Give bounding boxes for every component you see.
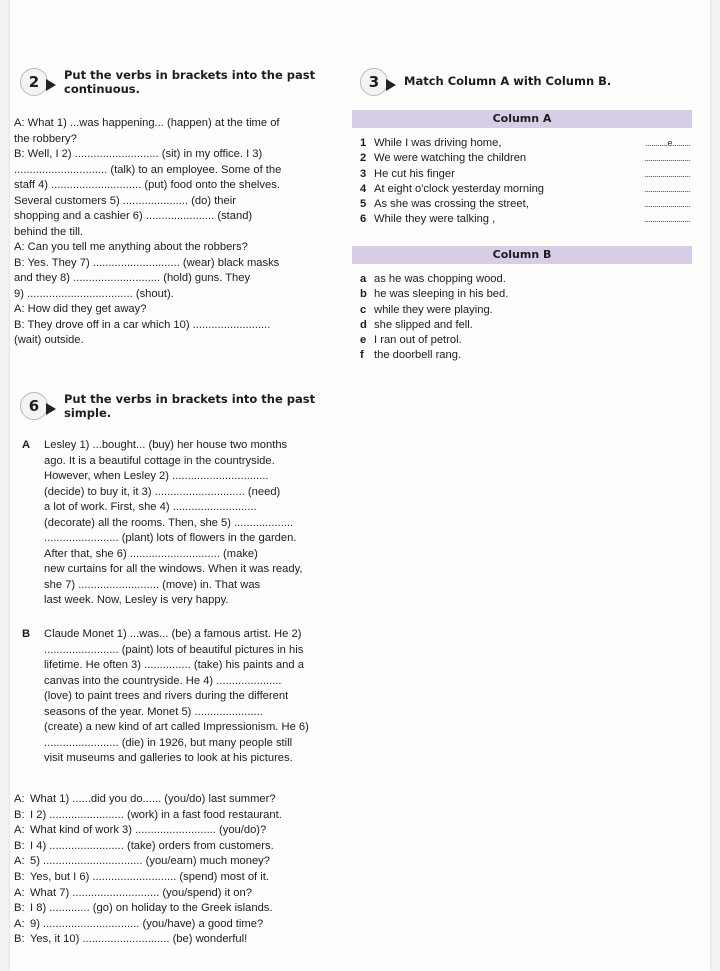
section-a-line: last week. Now, Lesley is very happy.: [44, 594, 229, 606]
column-b-item: [360, 272, 640, 287]
ex2-header: [20, 68, 350, 96]
section-b-line: (create) a new kind of art called Impressionism. He 6): [44, 721, 309, 733]
dialogue-text: I 8) ............. (go) on holiday to the Greek islands.: [30, 902, 273, 915]
ex3-number-badge: 3: [360, 68, 388, 96]
item-letter: a: [360, 273, 367, 285]
dialogue-line: [14, 839, 350, 855]
item-letter: d: [360, 318, 367, 331]
dialogue-line: [14, 886, 350, 902]
item-number: 5: [360, 198, 367, 211]
dialogue-text: I 2) ........................ (work) in a fast food restaurant.: [30, 808, 282, 821]
speaker-label: A:: [14, 855, 25, 868]
ex2-line: Several customers 5) ..................... (do) their: [14, 194, 236, 207]
item-number: 1: [360, 137, 367, 149]
column-b-item: [360, 348, 640, 363]
dialogue-line: [14, 792, 350, 808]
ex2-dialogue: [14, 116, 346, 349]
section-a-label: A: [22, 439, 31, 451]
dialogue-text: 5) ................................ (you/earn) much money?: [30, 855, 270, 868]
dialogue-line: [14, 870, 350, 886]
speaker-label: B:: [14, 839, 25, 852]
section-a-text: [44, 438, 350, 609]
column-b-item: [360, 303, 640, 318]
item-text: While I was driving home,: [374, 137, 502, 149]
column-a-item: [360, 182, 690, 197]
item-number: 3: [360, 167, 367, 180]
section-a-line: ago. It is a beautiful cottage in the countryside.: [44, 454, 275, 467]
speaker-label: B:: [14, 808, 25, 821]
item-text: I ran out of petrol.: [374, 334, 462, 347]
ex2-line: shopping and a cashier 6) ...................... (stand): [14, 210, 253, 222]
dialogue-text: Yes, but I 6) ........................... (spend) most of it.: [30, 870, 269, 883]
dialogue-line: [14, 932, 350, 948]
worksheet-page: [10, 0, 710, 971]
ex6-number-badge: 6: [20, 392, 48, 420]
item-text: While they were talking ,: [374, 213, 496, 226]
dialogue-line: [14, 808, 350, 824]
section-b-line: seasons of the year. Monet 5) ......................: [44, 705, 263, 718]
ex2-line: B: They drove off in a car which 10) .........................: [14, 318, 271, 331]
speaker-label: B:: [14, 933, 25, 946]
speaker-label: A:: [14, 793, 25, 805]
dialogue-line: [14, 854, 350, 870]
ex2-line: 9) .................................. (shout).: [14, 287, 174, 300]
item-number: 6: [360, 213, 367, 226]
item-text: As she was crossing the street,: [374, 198, 529, 211]
section-a-line: After that, she 6) ............................. (make): [44, 547, 258, 560]
ex3-header: [360, 68, 700, 96]
section-b-line: Claude Monet 1) ...was... (be) a famous artist. He 2): [44, 628, 302, 640]
dialogue-text: 9) ............................... (you/have) a good time?: [30, 917, 264, 930]
ex2-line: A: What 1) ...was happening... (happen) at the time of: [14, 117, 280, 129]
section-a-line: Lesley 1) ...bought... (buy) her house two months: [44, 439, 288, 451]
item-text: she slipped and fell.: [374, 318, 473, 331]
section-a-line: However, when Lesley 2) ...............................: [44, 470, 269, 482]
item-number: 2: [360, 152, 367, 165]
section-b-line: (love) to paint trees and rivers during the different: [44, 690, 289, 702]
ex2-line: A: Can you tell me anything about the robbers?: [14, 241, 248, 253]
section-b-label: B: [22, 628, 31, 640]
speaker-label: A:: [14, 886, 25, 899]
column-b-item: [360, 287, 640, 302]
section-a-line: she 7) .......................... (move) in. That was: [44, 578, 261, 591]
section-b-line: ........................ (paint) lots of beautiful pictures in his: [44, 643, 304, 656]
ex2-line: behind the till.: [14, 225, 84, 238]
ex2-line: (wait) outside.: [14, 334, 84, 346]
column-b-header: Column B: [352, 246, 692, 264]
column-b-item: [360, 333, 640, 348]
ex2-line: B: Well, I 2) ........................... (sit) in my office. I 3): [14, 148, 263, 160]
section-b-text: [44, 627, 350, 767]
item-letter: c: [360, 303, 367, 316]
ex2-instruction: Put the verbs in brackets into the past continuous.: [64, 68, 316, 96]
dialogue-line: [14, 823, 350, 839]
column-a-list: [360, 136, 690, 228]
answer-blank[interactable]: .......................: [643, 214, 690, 225]
section-a-line: a lot of work. First, she 4) ...........................: [44, 501, 257, 513]
item-letter: e: [360, 334, 367, 347]
item-number: 4: [360, 182, 367, 195]
speaker-label: A:: [14, 917, 25, 930]
section-a-line: (decorate) all the rooms. Then, she 5) ...................: [44, 516, 294, 529]
section-a-line: new curtains for all the windows. When it was ready,: [44, 563, 303, 575]
item-text: He cut his finger: [374, 167, 455, 180]
item-letter: f: [360, 349, 364, 362]
speaker-label: B:: [14, 902, 25, 915]
ex2-number-badge: 2: [20, 68, 48, 96]
ex3-instruction: Match Column A with Column B.: [404, 74, 612, 88]
dialogue-text: What 1) ......did you do...... (you/do) last summer?: [30, 793, 276, 805]
dialogue-text: Yes, it 10) ............................ (be) wonderful!: [30, 933, 248, 946]
ex2-line: .............................. (talk) to an employee. Some of the: [14, 163, 282, 176]
ex2-line: and they 8) ............................ (hold) guns. They: [14, 272, 251, 284]
ex6-dialogue: [14, 792, 350, 948]
section-b-line: visit museums and galleries to look at his pictures.: [44, 752, 293, 764]
item-letter: b: [360, 288, 367, 301]
column-a-header: Column A: [352, 110, 692, 128]
speaker-label: A:: [14, 824, 25, 837]
dialogue-text: I 4) ........................ (take) orders from customers.: [30, 839, 274, 852]
column-b-item: [360, 318, 640, 333]
column-b-list: [360, 272, 640, 364]
dialogue-text: What kind of work 3) .......................... (you/do)?: [30, 824, 267, 837]
column-a-item: [360, 197, 690, 212]
answer-blank[interactable]: .......................: [643, 199, 690, 210]
item-text: the doorbell rang.: [374, 349, 462, 362]
item-text: We were watching the children: [374, 152, 527, 165]
column-a-item: [360, 167, 690, 182]
column-a-item: [360, 212, 690, 227]
dialogue-line: [14, 917, 350, 933]
column-a-item: [360, 151, 690, 166]
dialogue-text: What 7) ............................ (you/spend) it on?: [30, 886, 252, 899]
ex2-line: the robbery?: [14, 132, 77, 145]
answer-blank[interactable]: ...........e.........: [645, 138, 690, 148]
ex2-line: A: How did they get away?: [14, 303, 147, 315]
section-b-line: lifetime. He often 3) ............... (take) his paints and a: [44, 659, 304, 671]
section-b-line: ........................ (die) in 1926, but many people still: [44, 736, 293, 749]
section-a-line: ........................ (plant) lots of flowers in the garden.: [44, 532, 297, 544]
answer-blank[interactable]: .......................: [643, 183, 690, 194]
ex6-header: [20, 392, 350, 420]
answer-blank[interactable]: .......................: [643, 153, 690, 164]
answer-blank[interactable]: .......................: [643, 168, 690, 179]
item-text: as he was chopping wood.: [374, 273, 506, 285]
item-text: At eight o'clock yesterday morning: [374, 182, 545, 195]
section-a-line: (decide) to buy it, it 3) ............................. (need): [44, 485, 281, 498]
ex2-line: B: Yes. They 7) ............................ (wear) black masks: [14, 256, 280, 269]
section-b-line: canvas into the countryside. He 4) .....................: [44, 674, 282, 687]
item-text: while they were playing.: [374, 303, 493, 316]
speaker-label: B:: [14, 870, 25, 883]
ex2-line: staff 4) ............................. (put) food onto the shelves.: [14, 179, 280, 191]
column-a-item: [360, 136, 690, 151]
ex6-instruction: Put the verbs in brackets into the past simple.: [64, 392, 316, 420]
item-text: he was sleeping in his bed.: [374, 288, 509, 301]
dialogue-line: [14, 901, 350, 917]
